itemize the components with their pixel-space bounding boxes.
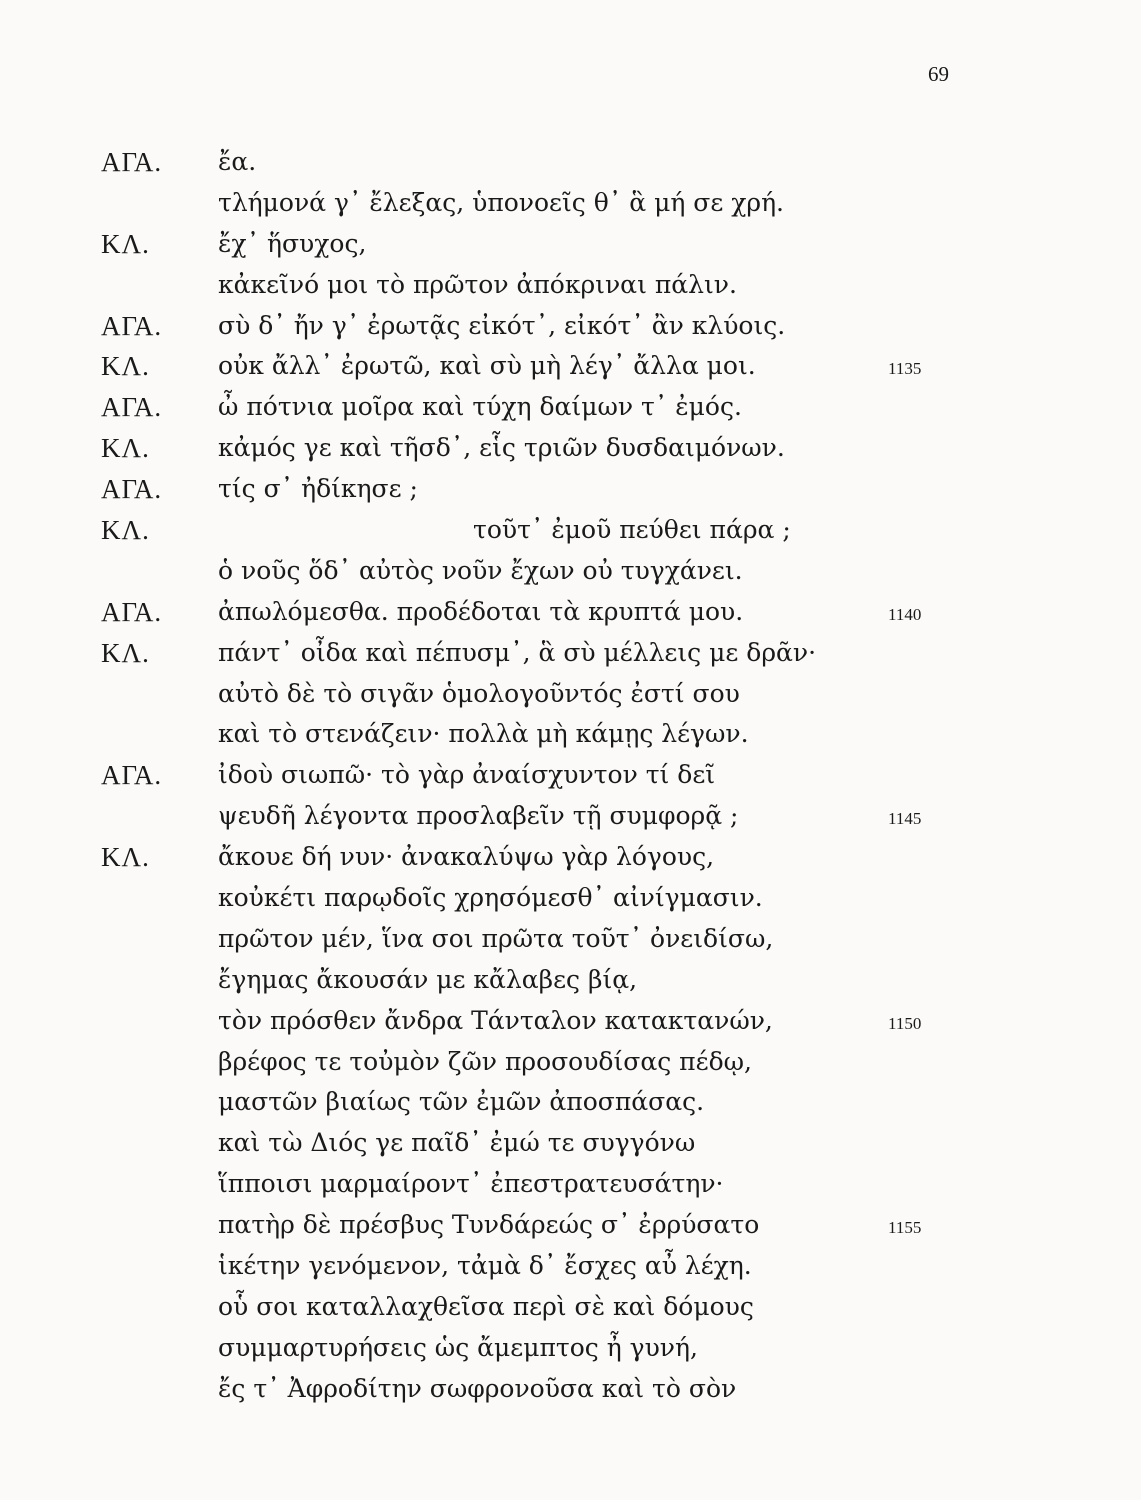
speaker-label: ΑΓΑ. [101,760,163,791]
verse-line [101,1205,1101,1246]
verse-line [101,387,1101,428]
speaker-label: ΑΓΑ. [101,392,163,423]
speaker-label: ΑΓΑ. [101,596,163,627]
line-number: 1140 [888,604,922,624]
verse-text-line: πατὴρ δὲ πρέσβυς Τυνδάρεώς σ᾽ ἐρρύσατο [218,1210,760,1240]
speaker-label: ΚΛ. [101,228,150,259]
speaker-label: ΚΛ. [101,433,150,464]
verse-line [101,1042,1101,1083]
verse-text-line: ἀπωλόμεσθα. προδέδοται τὰ κρυπτά μου. [218,596,744,626]
verse-line [101,1123,1101,1164]
verse-line [101,674,1101,715]
verse-text-line: σὺ δ᾽ ἤν γ᾽ ἐρωτᾷς εἰκότ᾽, εἰκότ᾽ ἂν κλύοις. [218,310,786,340]
verse-text-line: ψευδῆ λέγοντα προσλαβεῖν τῇ συμφορᾷ ; [218,801,739,831]
verse-line [101,592,1101,633]
verse-text-line: ἔγημας ἄκουσάν με κἄλαβες βίᾳ, [218,964,638,994]
verse-text-line: ἄκουε δή νυν· ἀνακαλύψω γὰρ λόγους, [218,842,715,872]
verse-text-line: κἀκεῖνό μοι τὸ πρῶτον ἀπόκριναι πάλιν. [218,269,737,299]
verse-text-line: ἱκέτην γενόμενον, τἀμὰ δ᾽ ἔσχες αὖ λέχη. [218,1251,752,1281]
verse-text-line: τοῦτ᾽ ἐμοῦ πεύθει πάρα ; [473,515,791,545]
verse-line [101,837,1101,878]
verse-line [101,633,1101,674]
verse-line [101,796,1101,837]
verse-text-line: ὁ νοῦς ὅδ᾽ αὐτὸς νοῦν ἔχων οὐ τυγχάνει. [218,555,743,585]
verse-text-line: ὦ πότνια μοῖρα καὶ τύχη δαίμων τ᾽ ἐμός. [218,392,742,422]
speaker-label: ΑΓΑ. [101,310,163,341]
speaker-label: ΑΓΑ. [101,474,163,505]
verse-text-line: οὐκ ἄλλ᾽ ἐρωτῶ, καὶ σὺ μὴ λέγ᾽ ἄλλα μοι. [218,351,756,381]
verse-line [101,551,1101,592]
verse-line [101,1287,1101,1328]
verse-line [101,1164,1101,1205]
verse-text-line: τλήμονά γ᾽ ἔλεξας, ὑπονοεῖς θ᾽ ἃ μή σε χρή. [218,187,784,217]
verse-text-line: ἵπποισι μαρμαίροντ᾽ ἐπεστρατευσάτην· [218,1169,724,1199]
line-number: 1135 [888,359,922,379]
verse-text-line: μαστῶν βιαίως τῶν ἐμῶν ἀποσπάσας. [218,1087,705,1117]
verse-line [101,265,1101,306]
verse-line [101,428,1101,469]
verse-text-line: αὐτὸ δὲ τὸ σιγᾶν ὁμολογοῦντός ἐστί σου [218,678,740,708]
verse-line [101,1246,1101,1287]
verse-text-line: ἔχ᾽ ἥσυχος, [218,228,367,258]
verse-line [101,878,1101,919]
verse-text-line: συμμαρτυρήσεις ὡς ἄμεμπτος ἦ γυνή, [218,1332,698,1362]
verse-text-line: ἔς τ᾽ Ἀφροδίτην σωφρονοῦσα καὶ τὸ σὸν [218,1373,737,1403]
speaker-label: ΚΛ. [101,515,150,546]
line-number: 1145 [888,809,922,829]
speaker-label: ΚΛ. [101,637,150,668]
verse-text-line: βρέφος τε τοὐμὸν ζῶν προσουδίσας πέδῳ, [218,1046,752,1076]
line-number: 1150 [888,1013,922,1033]
verse-line [101,1369,1101,1410]
verse-line [101,919,1101,960]
verse-text-line: ἔα. [218,147,257,176]
verse-line [101,755,1101,796]
verse-line [101,714,1101,755]
speaker-label: ΚΛ. [101,351,150,382]
verse-line [101,306,1101,347]
verse-line [101,183,1101,224]
verse-text-line: τὸν πρόσθεν ἄνδρα Τάνταλον κατακτανών, [218,1005,773,1035]
line-number: 1155 [888,1218,922,1238]
verse-text-line: οὗ σοι καταλλαχθεῖσα περὶ σὲ καὶ δόμους [218,1291,754,1321]
verse-line [101,510,1101,551]
verse-line [101,1001,1101,1042]
verse-line [101,224,1101,265]
page-number: 69 [928,62,949,86]
speaker-label: ΚΛ. [101,842,150,873]
verse-text-line: πάντ᾽ οἶδα καὶ πέπυσμ᾽, ἃ σὺ μέλλεις με δρᾶν· [218,637,817,667]
verse-line [101,960,1101,1001]
verse-line [101,469,1101,510]
verse-line [101,346,1101,387]
verse-text-line: ἰδοὺ σιωπῶ· τὸ γὰρ ἀναίσχυντον τί δεῖ [218,760,716,790]
verse-text [101,142,1101,1410]
verse-text-line: πρῶτον μέν, ἵνα σοι πρῶτα τοῦτ᾽ ὀνειδίσω, [218,923,774,953]
speaker-label: ΑΓΑ. [101,147,163,177]
verse-text-line: τίς σ᾽ ἠδίκησε ; [218,474,418,504]
verse-text-line: καὶ τὸ στενάζειν· πολλὰ μὴ κάμῃς λέγων. [218,719,749,749]
verse-line [101,1082,1101,1123]
verse-text-line: κοὐκέτι παρῳδοῖς χρησόμεσθ᾽ αἰνίγμασιν. [218,883,763,913]
verse-text-line: καὶ τὼ Διός γε παῖδ᾽ ἐμώ τε συγγόνω [218,1128,696,1158]
verse-text-line: κἀμός γε καὶ τῆσδ᾽, εἷς τριῶν δυσδαιμόνων. [218,433,785,463]
verse-line [101,142,1101,183]
verse-line [101,1328,1101,1369]
